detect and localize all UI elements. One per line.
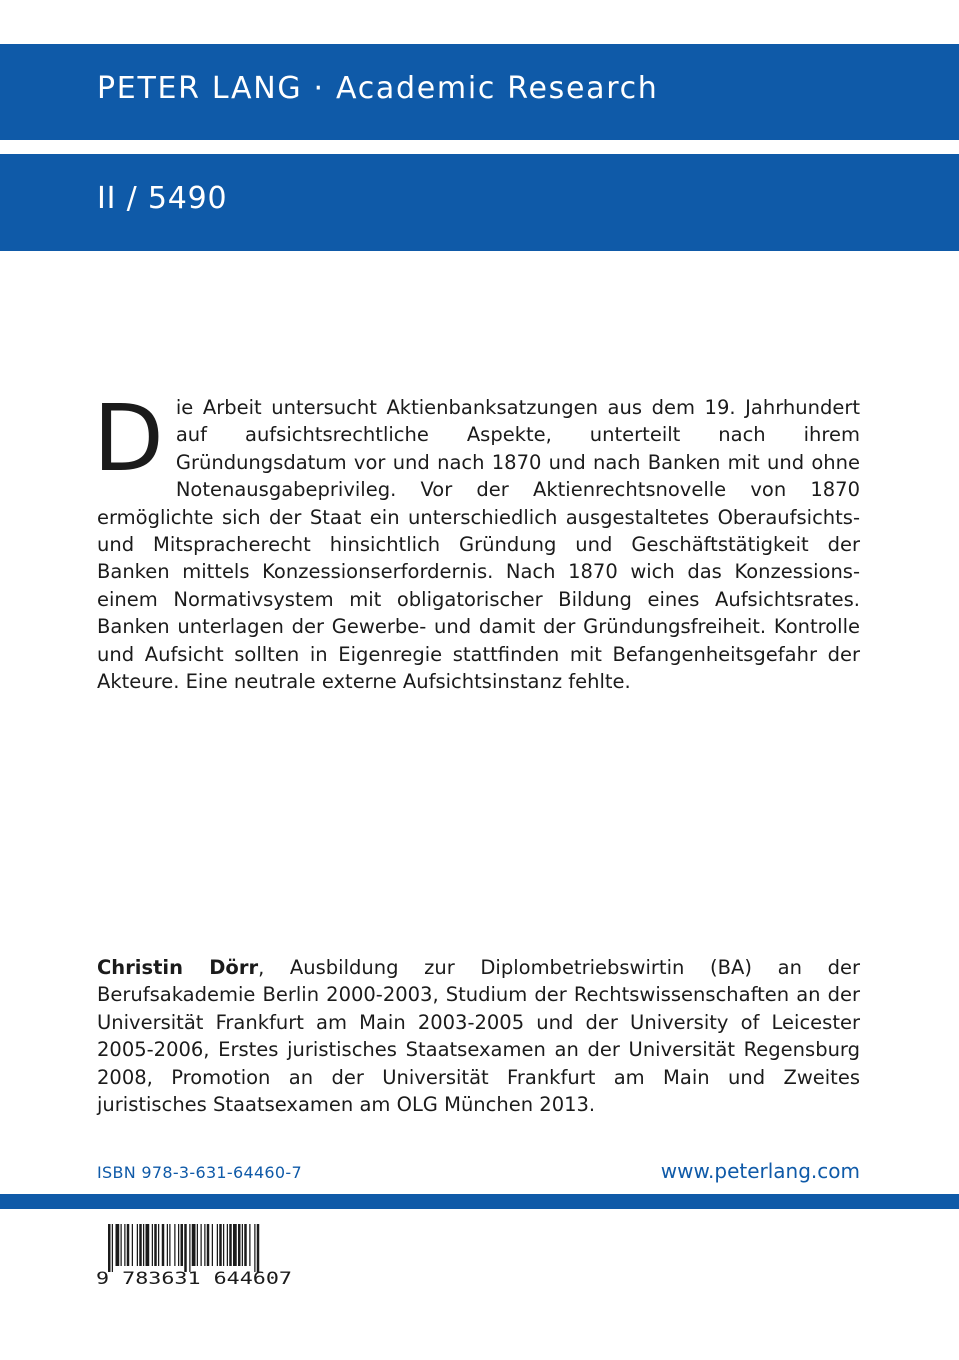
barcode-bar: [108, 1224, 111, 1272]
barcode-bar: [139, 1224, 142, 1266]
barcode-bar: [124, 1224, 125, 1266]
publisher-title: PETER LANG · Academic Research: [97, 71, 659, 106]
barcode-bar: [158, 1224, 159, 1266]
barcode-bar: [181, 1224, 184, 1266]
barcode-bar: [204, 1224, 205, 1266]
barcode-bar: [143, 1224, 144, 1266]
barcode-bar: [207, 1224, 210, 1266]
barcode-bar: [227, 1224, 228, 1266]
barcode-bar: [154, 1224, 157, 1266]
barcode-bar: [212, 1224, 213, 1266]
barcode-bar: [127, 1224, 130, 1266]
barcode-bar: [238, 1224, 241, 1266]
author-bio-text: , Ausbildung zur Diplombetriebswirtin (BA) an der Berufsakademie Berlin 2000-2003, Studium der Rechtswissenschaften an der Universität Frankfurt am Main 2003-2005 und der University of Leicester 2005-2006, Erstes juristisches Staatsexamen an der Universität Regensburg 2008, Promotion an der Universität Frankfurt am Main und Zweites juristisches Staatsexamen am OLG München 2013.: [97, 956, 860, 1117]
barcode-bar: [244, 1224, 247, 1266]
barcode-bar: [132, 1224, 133, 1266]
website-link[interactable]: www.peterlang.com: [660, 1159, 860, 1183]
barcode-bar: [223, 1224, 224, 1266]
barcode: [96, 1222, 296, 1288]
abstract-paragraph: [93, 385, 860, 695]
barcode-bar: [229, 1224, 232, 1266]
barcode-bar: [184, 1224, 187, 1272]
barcode-bar: [116, 1224, 120, 1266]
barcode-bar: [217, 1224, 218, 1266]
barcode-bar: [152, 1224, 153, 1266]
barcode-bar: [121, 1224, 122, 1266]
barcode-bar: [169, 1224, 170, 1266]
barcode-bar: [137, 1224, 138, 1266]
barcode-bar: [189, 1224, 190, 1272]
barcode-bar: [167, 1224, 168, 1266]
barcode-bar: [146, 1224, 150, 1266]
abstract-text: ie Arbeit untersucht Aktienbanksatzungen aus dem 19. Jahrhundert auf aufsichtsrechtliche Aspekte, unterteilt nach ihrem Gründungsdatum vor und nach 1870 und nach Banken mit und ohne Notenausgabeprivileg. Vor der Aktienrechtsnovelle von 1870 ermöglichte sich der Staat ein unterschiedlich ausgestaltetes Oberaufsichts- und Mitspracherecht hinsichtlich Gründung und Geschäftstätigkeit der Banken mittels Konzessionserfordernis. Nach 1870 wich das Konzessions- einem Normativsystem mit obligatorischer Bildung eines Aufsichtsrates. Banken unterlagen der Gewerbe- und damit der Gründungsfreiheit. Kontrolle und Aufsicht sollten in Eigenregie stattfinden mit Befangenheitsgefahr der Akteure. Eine neutrale externe Aufsichtsinstanz fehlte.: [97, 396, 860, 694]
barcode-bar: [254, 1224, 255, 1272]
barcode-bar: [174, 1224, 175, 1266]
barcode-bar: [178, 1224, 179, 1266]
author-name: Christin Dörr: [97, 956, 259, 979]
drop-cap: D: [93, 385, 164, 492]
isbn-label: ISBN 978-3-631-64460-7: [97, 1163, 302, 1182]
barcode-bars: [108, 1224, 259, 1272]
barcode-bar: [162, 1224, 165, 1266]
barcode-bar: [192, 1224, 196, 1266]
barcode-bar: [112, 1224, 113, 1272]
barcode-bar: [233, 1224, 237, 1266]
barcode-bar: [242, 1224, 243, 1266]
barcode-bar: [219, 1224, 222, 1266]
barcode-bar: [201, 1224, 202, 1266]
barcode-bar: [249, 1224, 250, 1266]
barcode-bar: [257, 1224, 260, 1272]
barcode-bar: [197, 1224, 198, 1266]
footer-band: [0, 1194, 959, 1209]
barcode-digits: 9 783631 644607: [96, 1269, 292, 1288]
author-bio-paragraph: [97, 954, 860, 1118]
series-number: II / 5490: [97, 181, 228, 216]
